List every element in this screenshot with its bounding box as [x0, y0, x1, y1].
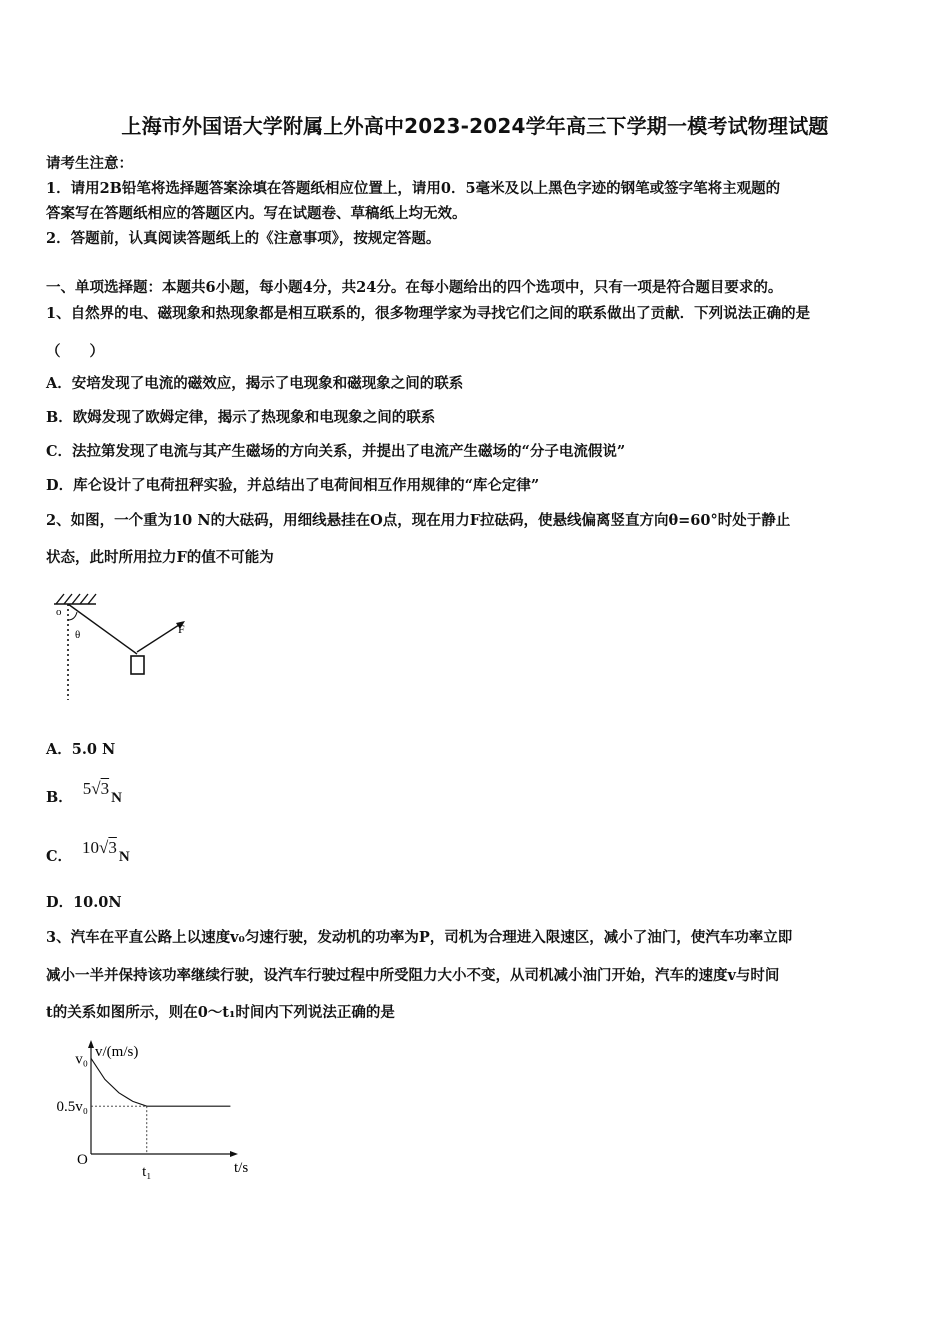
option-value: 10.0N [73, 894, 122, 911]
option-coef: 5 [82, 779, 92, 798]
notice-item-1-line-1: 1．请用2B铅笔将选择题答案涂填在答题纸相应位置上，请用0．5毫米及以上黑色字迹的钢笔或签字笔将主观题的 [46, 180, 781, 197]
option-unit: N [111, 790, 122, 806]
notice-item-2: 2．答题前，认真阅读答题纸上的《注意事项》，按规定答题。 [46, 230, 441, 247]
x-axis-label: t/s [234, 1160, 249, 1176]
label-o: o [56, 606, 62, 618]
section-1-heading: 一、单项选择题：本题共6小题，每小题4分，共24分。在每小题给出的四个选项中，只有一项是符合题目要求的。 [46, 279, 783, 296]
x-tick-t1: t₁ [142, 1164, 152, 1180]
notice-heading: 请考生注意： [46, 155, 133, 172]
weight-block [131, 656, 144, 674]
option-value: 5.0 N [71, 741, 116, 758]
q1-option-d: D．库仑设计了电荷扭秤实验，并总结出了电荷间相互作用规律的“库仑定律” [46, 477, 540, 494]
option-math: 5√3 [82, 779, 110, 798]
label-theta: θ [75, 629, 81, 641]
theta-arc [68, 612, 77, 620]
velocity-curve [91, 1058, 230, 1106]
label-f: F [178, 622, 185, 636]
q1-option-a: A．安培发现了电流的磁效应，揭示了电现象和磁现象之间的联系 [46, 375, 464, 392]
q2-option-b [46, 779, 122, 807]
option-letter: B． [46, 789, 73, 806]
q1-blank: （ ） [46, 343, 104, 360]
notice-item-1-line-2: 答案写在答题纸相应的答题区内。写在试题卷、草稿纸上均无效。 [46, 205, 467, 222]
option-letter: A． [46, 741, 72, 758]
q1-option-b: B．欧姆发现了欧姆定律，揭示了热现象和电现象之间的联系 [46, 409, 436, 426]
origin-label: O [77, 1152, 88, 1168]
q2-pendulum-figure [44, 582, 204, 704]
x-axis-arrow [230, 1151, 238, 1157]
q1-option-c: C．法拉第发现了电流与其产生磁场的方向关系，并提出了电流产生磁场的“分子电流假说” [46, 443, 626, 460]
ceiling-hatch [54, 594, 96, 604]
q3-stem-line-2: 减小一半并保持该功率继续行驶，设汽车行驶过程中所受阻力大小不变，从司机减小油门开始，汽车的速度v与时间 [46, 967, 780, 984]
q2-stem-line-1: 2、如图，一个重为10 N的大砝码，用细线悬挂在O点，现在用力F拉砝码，使悬线偏离竖直方向θ=60°时处于静止 [46, 512, 791, 529]
option-radicand: 3 [100, 779, 110, 798]
q2-option-d [46, 891, 122, 912]
q3-stem-line-1: 3、汽车在平直公路上以速度v₀匀速行驶，发动机的功率为P，司机为合理进入限速区，减小了油门，使汽车功率立即 [46, 929, 793, 946]
q2-option-a [46, 738, 115, 759]
option-unit: N [118, 849, 130, 865]
page-title: 上海市外国语大学附属上外高中2023-2024学年高三下学期一模考试物理试题 [121, 114, 829, 138]
q2-option-c [46, 838, 130, 866]
option-math: 10√3 [82, 838, 117, 857]
force-arrow-shaft [137, 623, 182, 652]
option-coef: 10 [82, 838, 100, 857]
q3-stem-line-3: t的关系如图所示，则在0～t₁时间内下列说法正确的是 [46, 1004, 395, 1021]
y-axis-arrow [88, 1040, 94, 1048]
y-axis-label: v/(m/s) [95, 1044, 139, 1060]
option-radicand: 3 [108, 838, 117, 857]
q1-stem: 1、自然界的电、磁现象和热现象都是相互联系的，很多物理学家为寻找它们之间的联系做出了贡献．下列说法正确的是 [46, 305, 811, 322]
q2-stem-line-2: 状态，此时所用拉力F的值不可能为 [46, 549, 274, 566]
option-letter: C． [46, 848, 73, 865]
y-tick-v0: v₀ [75, 1051, 88, 1068]
q3-velocity-time-chart [48, 1036, 268, 1186]
option-letter: D． [46, 894, 74, 911]
y-tick-half-v0: 0.5v₀ [56, 1099, 88, 1116]
